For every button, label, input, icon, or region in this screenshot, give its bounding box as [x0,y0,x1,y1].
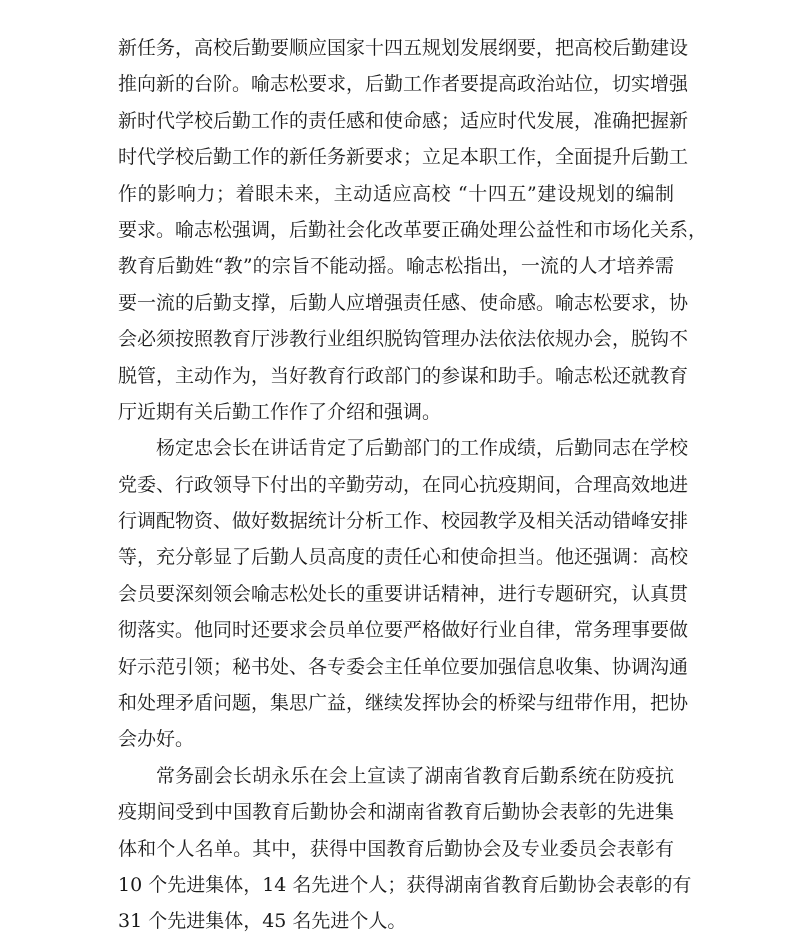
paragraph-2 [118,430,689,758]
text-line: 教育后勤姓“教”的宗旨不能动摇。喻志松指出，一流的人才培养需 [118,255,674,278]
text-line: 作的影响力；着眼未来，主动适应高校 “十四五”建设规划的编制 [118,182,674,205]
text-line: 时代学校后勤工作的新任务新要求；立足本职工作，全面提升后勤工 [118,146,689,169]
text-line: 推向新的台阶。喻志松要求，后勤工作者要提高政治站位，切实增强 [118,73,689,96]
text-line: 行调配物资、做好数据统计分析工作、校园教学及相关活动错峰安排 [118,510,689,533]
text-line: 体和个人名单。其中，获得中国教育后勤协会及专业委员会表彰有 [118,837,674,860]
paragraph-1 [118,30,708,430]
text-line: 会必须按照教育厅涉教行业组织脱钩管理办法依法依规办会，脱钩不 [118,328,689,351]
text-line: 常务副会长胡永乐在会上宣读了湖南省教育后勤系统在防疫抗 [156,764,674,787]
paragraph-3 [118,758,692,940]
text-line: 疫期间受到中国教育后勤协会和湖南省教育后勤协会表彰的先进集 [118,801,674,824]
text-line: 彻落实。他同时还要求会员单位要严格做好行业自律，常务理事要做 [118,619,689,642]
document-page [118,30,708,940]
text-line: 和处理矛盾问题，集思广益，继续发挥协会的桥梁与纽带作用，把协 [118,692,689,715]
text-line: 党委、行政领导下付出的辛勤劳动，在同心抗疫期间，合理高效地进 [118,473,689,496]
text-line: 要一流的后勤支撑，后勤人应增强责任感、使命感。喻志松要求，协 [118,291,689,314]
text-line: 新任务，高校后勤要顺应国家十四五规划发展纲要，把高校后勤建设 [118,37,689,59]
text-line: 杨定忠会长在讲话肯定了后勤部门的工作成绩，后勤同志在学校 [156,437,689,460]
text-line: 厅近期有关后勤工作作了介绍和强调。 [118,400,442,423]
text-line: 新时代学校后勤工作的责任感和使命感；适应时代发展，准确把握新 [118,109,689,132]
text-line: 好示范引领；秘书处、各专委会主任单位要加强信息收集、协调沟通 [118,655,689,678]
text-line: 31 个先进集体，45 名先进个人。 [118,910,407,933]
text-line: 脱管，主动作为，当好教育行政部门的参谋和助手。喻志松还就教育 [118,364,689,387]
text-line: 等，充分彰显了后勤人员高度的责任心和使命担当。他还强调：高校 [118,546,689,569]
text-line: 会员要深刻领会喻志松处长的重要讲话精神，进行专题研究，认真贯 [118,582,689,605]
text-line: 要求。喻志松强调，后勤社会化改革要正确处理公益性和市场化关系， [118,218,708,241]
text-line: 10 个先进集体，14 名先进个人；获得湖南省教育后勤协会表彰的有 [118,873,692,896]
text-line: 会办好。 [118,728,195,751]
